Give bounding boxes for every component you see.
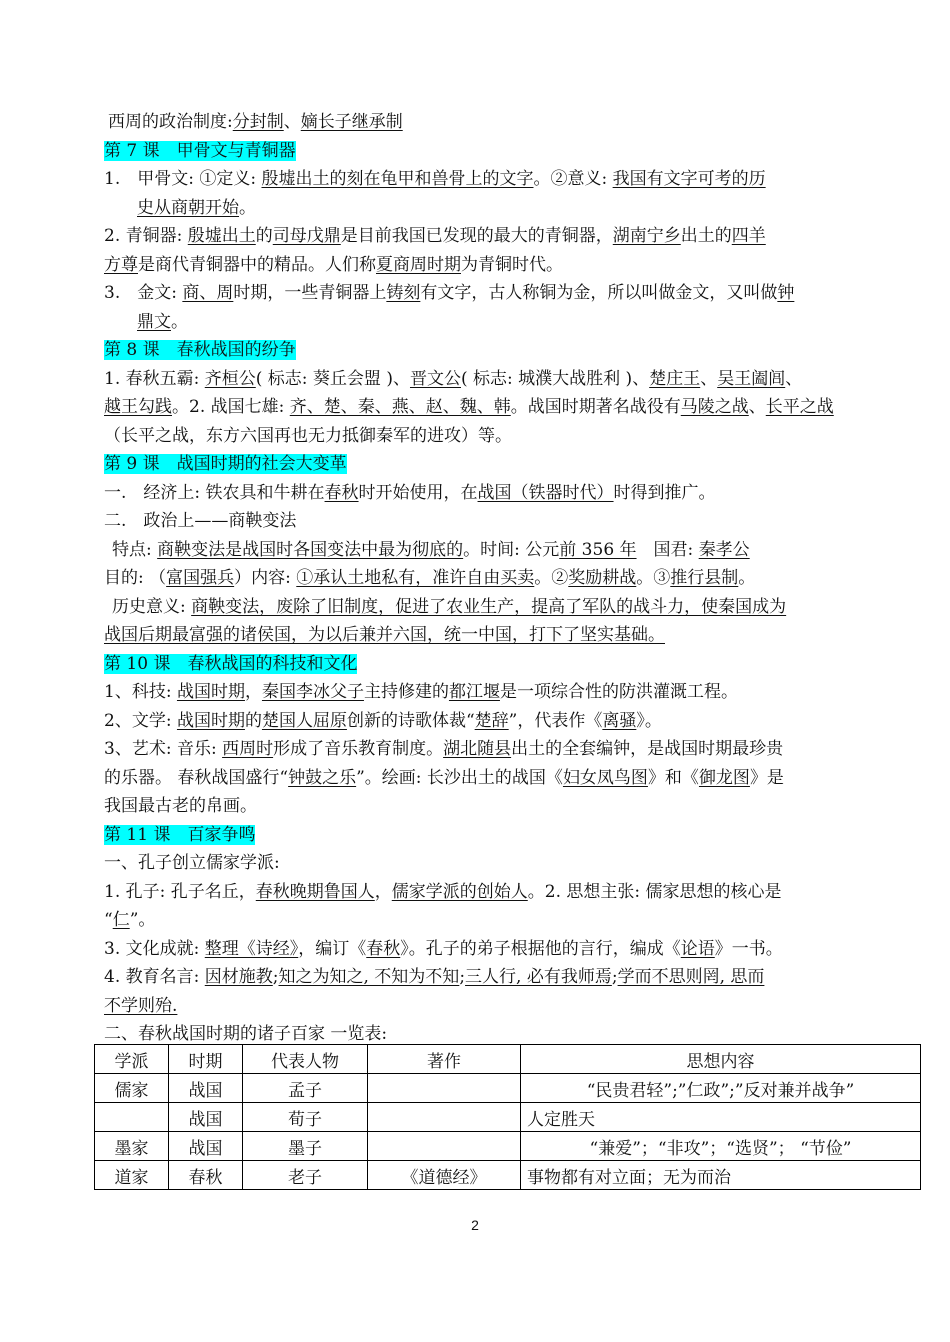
text-line	[104, 450, 850, 479]
text: 1. 春秋五霸:	[104, 368, 205, 389]
underlined-text: 推行县制	[670, 568, 739, 588]
lesson-heading: 第 7 课 甲骨文与青铜器	[104, 140, 296, 161]
text-line	[104, 849, 850, 878]
punctuation: 。	[171, 311, 188, 332]
text: 。时间: 公元	[463, 539, 560, 560]
text: 形成了音乐教育制度。	[273, 739, 444, 759]
text: 。2. 思想主张: 儒家思想的核心是	[527, 881, 782, 902]
text: 老子	[243, 1161, 368, 1190]
underlined-text: 儒家学派的创始人	[391, 881, 528, 902]
paragraph	[104, 165, 850, 194]
column-header: 代表人物	[243, 1045, 368, 1074]
text: 墨子	[243, 1132, 368, 1161]
column-header: 时期	[169, 1045, 243, 1074]
text: ，	[374, 881, 392, 902]
underlined-text: 嫡长子继承制	[300, 112, 403, 132]
text: 。②	[534, 568, 569, 588]
text: 1、科技:	[104, 682, 177, 702]
text: 时得到推广。	[613, 482, 716, 503]
text-line	[104, 963, 850, 992]
text: 春秋	[169, 1161, 243, 1190]
document-body	[104, 108, 850, 1049]
text: 》。	[636, 710, 662, 731]
text: 2、文学:	[104, 710, 177, 731]
text-line	[104, 251, 850, 280]
text: “民贵君轻”;”仁政”;”反对兼并战争”	[521, 1074, 921, 1103]
text: 有文字，古人称铜为金，所以叫做金文，又叫做	[420, 283, 778, 303]
underlined-text: 妇女凤鸟图	[562, 767, 648, 788]
text: 历史意义:	[112, 596, 192, 617]
lesson-heading: 第 8 课 春秋战国的纷争	[104, 340, 296, 360]
text: 1. 甲骨文: ①定义:	[104, 169, 262, 189]
paragraph	[104, 279, 850, 308]
lesson-heading: 第 9 课 战国时期的社会大变革	[104, 454, 347, 474]
text: （长平之战，东方六国再也无力抵御秦军的进攻）等。	[104, 425, 512, 446]
text: 为青铜时代。	[461, 254, 563, 275]
underlined-text: 秦孝公	[698, 539, 750, 560]
underlined-text: 分封制	[232, 112, 284, 132]
underlined-text: 湖北随县	[443, 739, 512, 759]
text: ，编订《	[298, 938, 367, 959]
text: 战国	[169, 1074, 243, 1103]
text: 道家	[95, 1161, 169, 1190]
underlined-text: 齐桓公	[204, 368, 256, 389]
underlined-text: 夏商周时期	[376, 254, 461, 275]
text-line	[104, 906, 850, 935]
underlined-text: ①承认土地私有，准许自由买卖	[296, 568, 535, 588]
text: ;	[459, 967, 466, 987]
text-line	[104, 621, 850, 650]
text: 墨家	[95, 1132, 169, 1161]
underlined-text: 司母戊鼎	[272, 226, 341, 246]
text	[368, 1132, 521, 1161]
underlined-text: 秦国李冰父子	[261, 682, 364, 702]
underlined-text: 吴王阖闾	[717, 368, 786, 389]
underlined-text: 富国强兵	[166, 568, 235, 588]
underlined-text: 战国时期	[176, 682, 245, 702]
text: 4. 教育名言:	[104, 967, 205, 987]
lesson-heading: 第 11 课 百家争鸣	[104, 824, 256, 845]
text-line	[104, 507, 850, 536]
text: ;	[611, 967, 618, 987]
text-line	[104, 194, 850, 223]
text: 目的: （	[104, 568, 167, 588]
underlined-text: 商、周	[182, 283, 234, 303]
column-header: 学派	[95, 1045, 169, 1074]
text: 、	[700, 368, 718, 389]
text: 是商代青铜器中的精品。人们称	[138, 254, 376, 275]
text: 3、艺术: 音乐:	[104, 739, 223, 759]
underlined-text: 我国有文字可考的历	[612, 169, 766, 189]
text: 、	[748, 397, 766, 417]
underlined-text: 殷墟出土的刻在龟甲和兽骨上的文字	[261, 169, 534, 189]
text-line	[104, 308, 850, 337]
text: 我国最古老的帛画。	[104, 796, 257, 816]
underlined-text: 战国时期	[176, 710, 245, 731]
text: 》和《	[647, 767, 699, 788]
text: 时开始使用，在	[358, 482, 478, 503]
underlined-text: 楚国人屈原	[261, 710, 347, 731]
text-line	[104, 593, 850, 622]
underlined-text: 四羊	[731, 226, 766, 246]
text-line	[104, 792, 850, 821]
text: 的	[255, 226, 273, 246]
underlined-text: 方尊	[104, 254, 138, 275]
text: 、	[785, 368, 803, 389]
text: 》。孔子的弟子根据他的言行，编成《	[400, 938, 681, 959]
text: 二. 政治上——商鞅变法	[104, 511, 297, 531]
underlined-text: 春秋	[366, 938, 401, 959]
text-line	[104, 992, 850, 1021]
paragraph	[104, 222, 850, 251]
underlined-text: 马陵之战	[680, 397, 749, 417]
text: 。③	[636, 568, 671, 588]
text-line	[104, 564, 850, 593]
text: 出土的全套编钟，是战国时期最珍贵	[511, 739, 784, 759]
text: 、	[283, 112, 301, 132]
text: ”，代表作《	[508, 710, 603, 731]
underlined-text: 晋文公	[409, 368, 461, 389]
underlined-text: 不学则殆.	[104, 995, 178, 1016]
table-row	[95, 1161, 921, 1190]
underlined-text: 都江堰	[448, 682, 500, 702]
underlined-text: 钟鼓之乐	[288, 767, 357, 788]
text: 二、春秋战国时期的诸子百家 一览表:	[104, 1024, 388, 1044]
text: 一. 经济上: 铁农具和牛耕在	[104, 482, 325, 503]
text-line	[104, 935, 850, 964]
column-header: 思想内容	[521, 1045, 921, 1074]
text: 是一项综合性的防洪灌溉工程。	[499, 682, 738, 702]
text: ）内容:	[234, 568, 297, 588]
punctuation: 。	[239, 197, 256, 218]
text: 3. 文化成就:	[104, 938, 205, 959]
underlined-text: 钟	[777, 283, 795, 303]
text: 《道德经》	[368, 1161, 521, 1190]
text-line	[104, 878, 850, 907]
underlined-text: 史从商朝开始	[137, 197, 239, 218]
text: “兼爱”；“非攻”；“选贤”； “节俭”	[521, 1132, 921, 1161]
text: 战国	[169, 1103, 243, 1132]
underlined-text: 战国后期最富强的诸侯国，为以后兼并六国，统一中国，打下了坚实基础。	[104, 625, 665, 645]
text: ( 标志: 城濮大战胜利 )、	[460, 368, 650, 389]
text-line	[104, 650, 850, 679]
table-row	[95, 1132, 921, 1161]
intro-line	[104, 108, 850, 137]
text: 。②意义:	[533, 169, 613, 189]
text: ”。	[129, 910, 156, 930]
underlined-text: 长平之战	[765, 397, 834, 417]
text: 。	[738, 568, 756, 588]
table-header-row	[95, 1045, 921, 1074]
text-line	[104, 393, 850, 422]
underlined-text: 因材施教	[204, 967, 273, 987]
text: 》一书。	[714, 938, 783, 959]
text: 人定胜天	[521, 1103, 921, 1132]
text: ，	[244, 682, 262, 702]
text-line	[104, 678, 850, 707]
text: 事物都有对立面；无为而治	[521, 1161, 921, 1190]
underlined-text: 商鞅变法是战国时各国变法中最为彻底的	[157, 539, 464, 560]
text-line	[104, 536, 850, 565]
underlined-text: 仁	[112, 910, 130, 930]
underlined-text: 楚庄王	[649, 368, 701, 389]
text: 。战国时期著名战役有	[510, 397, 681, 417]
underlined-text: 商鞅变法，废除了旧制度，促进了农业生产，提高了军队的战斗力，使秦国成为	[191, 596, 787, 617]
text	[368, 1103, 521, 1132]
underlined-text: 越王勾践	[104, 397, 172, 417]
text: 》是	[749, 767, 784, 788]
text-line	[104, 422, 850, 451]
text-line	[104, 707, 850, 736]
text	[368, 1074, 521, 1103]
underlined-text: 三人行, 必有我师焉	[465, 967, 612, 987]
text: ;	[272, 967, 279, 987]
text: ”。绘画: 长沙出土的战国《	[356, 767, 563, 788]
text: “	[104, 910, 113, 930]
underlined-text: 离骚	[602, 710, 637, 731]
text: 孟子	[243, 1074, 368, 1103]
text: 2. 青铜器:	[104, 226, 188, 246]
underlined-text: 学而不思则罔, 思而	[617, 967, 765, 987]
underlined-text: 前 356 年	[559, 539, 637, 560]
text: 国君:	[636, 539, 699, 560]
text-line	[104, 821, 850, 850]
underlined-text: 论语	[680, 938, 715, 959]
text: 。2. 战国七雄:	[172, 397, 290, 417]
underlined-text: 奖励耕战	[568, 568, 637, 588]
underlined-text: 鼎文	[137, 311, 171, 332]
underlined-text: 战国（铁器时代）	[477, 482, 614, 503]
text: 特点:	[112, 539, 158, 560]
underlined-text: 铸刻	[386, 283, 421, 303]
text: 1. 孔子: 孔子名丘，	[104, 881, 256, 902]
column-header: 著作	[368, 1045, 521, 1074]
text: 创新的诗歌体裁“	[346, 710, 475, 731]
text-line	[104, 336, 850, 365]
table-row	[95, 1074, 921, 1103]
text-line	[104, 365, 850, 394]
text: 一、孔子创立儒家学派:	[104, 853, 280, 873]
underlined-text: 齐、楚、秦、燕、赵、魏、韩	[289, 397, 511, 417]
text: 时期，一些青铜器上	[233, 283, 387, 303]
page-number: 2	[471, 1217, 479, 1233]
underlined-text: 殷墟出土	[187, 226, 256, 246]
lesson-heading: 第 10 课 春秋战国的科技和文化	[104, 653, 358, 674]
text: 是目前我国已发现的最大的青铜器，	[340, 226, 613, 246]
underlined-text: 春秋晚期鲁国人	[255, 881, 375, 902]
text	[95, 1103, 169, 1132]
text-line	[104, 479, 850, 508]
text-line	[104, 764, 850, 793]
text: 3. 金文:	[104, 283, 183, 303]
underlined-text: 御龙图	[698, 767, 750, 788]
text: 战国	[169, 1132, 243, 1161]
text: 西周的政治制度:	[108, 112, 233, 132]
text: 主持修建的	[363, 682, 449, 702]
text: 的乐器。 春秋战国盛行“	[104, 767, 289, 788]
text: 荀子	[243, 1103, 368, 1132]
schools-table	[94, 1044, 921, 1190]
underlined-text: 西周时	[222, 739, 274, 759]
underlined-text: 楚辞	[474, 710, 509, 731]
table-row	[95, 1103, 921, 1132]
underlined-text: 知之为知之, 不知为不知	[278, 967, 460, 987]
text-line	[104, 735, 850, 764]
underlined-text: 春秋	[324, 482, 359, 503]
underlined-text: 湖南宁乡	[612, 226, 681, 246]
text: 儒家	[95, 1074, 169, 1103]
text: ( 标志: 葵丘会盟 )、	[255, 368, 410, 389]
text-line	[104, 137, 850, 166]
text: 的	[244, 710, 262, 731]
underlined-text: 整理《诗经》	[204, 938, 299, 959]
text: 出土的	[680, 226, 732, 246]
